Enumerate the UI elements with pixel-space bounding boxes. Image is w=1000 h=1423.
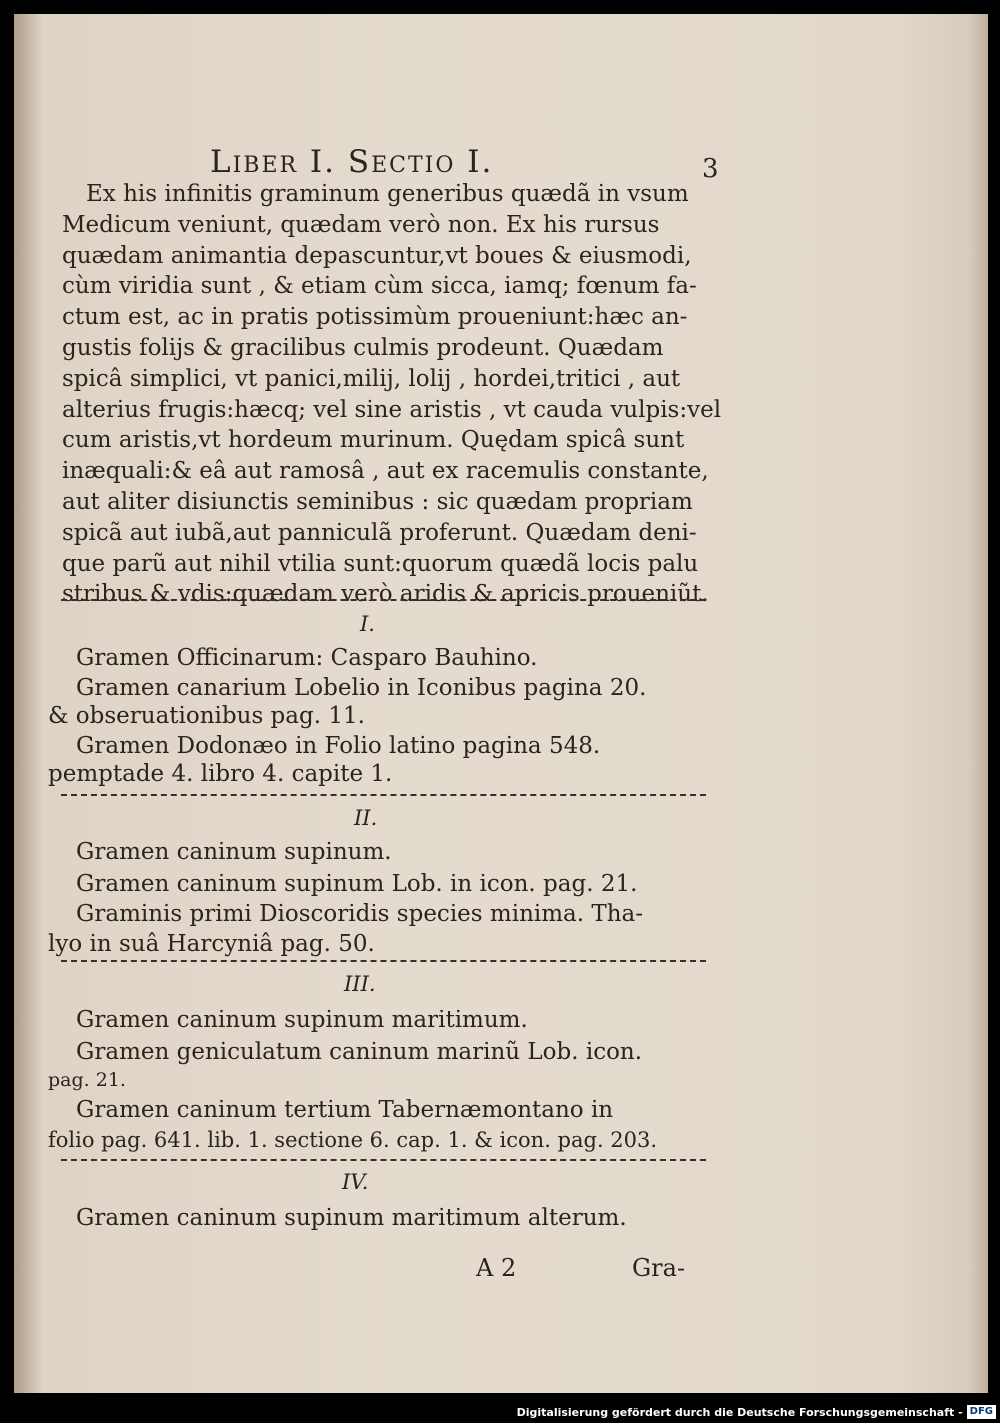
entry-line: Gramen Officinarum: Casparo Bauhino.: [76, 645, 538, 671]
digitization-credit: [517, 1403, 996, 1421]
entry-line: Gramen geniculatum caninum marinũ Lob. icon.: [76, 1039, 643, 1065]
body-paragraph: [62, 179, 722, 610]
page-edge-shadow: [970, 14, 988, 1393]
section-divider: [61, 960, 706, 962]
catchword: Gra-: [632, 1254, 686, 1282]
entry-line: Graminis primi Dioscoridis species minima. Tha-: [76, 901, 644, 927]
body-line: spicâ simplici, vt panici,milij, lolij , hordei,tritici , aut: [62, 365, 681, 392]
signature-mark: A 2: [476, 1254, 517, 1282]
running-title: Liber I. Sectio I.: [210, 144, 494, 180]
entry-line: lyo in suâ Harcyniâ pag. 50.: [48, 931, 375, 957]
section-numeral: II.: [354, 806, 378, 830]
body-line: aut aliter disiunctis seminibus : sic quædam propriam: [62, 488, 693, 515]
body-line: quædam animantia depascuntur,vt boues & eiusmodi,: [62, 242, 692, 269]
body-line: spicã aut iubã,aut panniculã proferunt. Quædam deni-: [62, 519, 697, 546]
entry-line: Gramen canarium Lobelio in Iconibus pagina 20.: [76, 675, 647, 701]
entry-line: Gramen Dodonæo in Folio latino pagina 548.: [76, 733, 601, 759]
entry-line: Gramen caninum supinum Lob. in icon. pag. 21.: [76, 871, 638, 897]
section-divider: [61, 599, 706, 601]
dfg-logo: DFG: [967, 1405, 996, 1419]
entry-line: & obseruationibus pag. 11.: [48, 703, 365, 729]
section-numeral: IV.: [342, 1170, 369, 1194]
entry-line: Gramen caninum tertium Tabernæmontano in: [76, 1097, 614, 1123]
body-line: Medicum veniunt, quædam verò non. Ex his rursus: [62, 211, 660, 238]
section-divider: [61, 794, 706, 796]
body-line: Ex his infinitis graminum generibus quædã in vsum: [86, 181, 689, 207]
page-number: 3: [702, 154, 719, 184]
body-line: cùm viridia sunt , & etiam cùm sicca, iamq; fœnum fa-: [62, 273, 697, 300]
body-line: que parũ aut nihil vtilia sunt:quorum quædã locis palu: [62, 550, 699, 577]
digitization-credit-text: Digitalisierung gefördert durch die Deutsche Forschungsgemeinschaft -: [516, 1405, 963, 1419]
book-page: [14, 14, 988, 1393]
entry-line: pag. 21.: [48, 1069, 126, 1091]
entry-line: Gramen caninum supinum.: [76, 839, 392, 865]
page-gutter-shadow: [14, 14, 42, 1393]
entry-line: Gramen caninum supinum maritimum alterum.: [76, 1205, 627, 1231]
body-line: cum aristis,vt hordeum murinum. Quędam spicâ sunt: [62, 427, 685, 454]
body-line: alterius frugis:hæcq; vel sine aristis , vt cauda vulpis:vel: [62, 396, 722, 423]
entry-line: folio pag. 641. lib. 1. sectione 6. cap. 1. & icon. pag. 203.: [48, 1128, 658, 1152]
body-line: gustis folijs & gracilibus culmis prodeunt. Quædam: [62, 334, 664, 361]
section-divider: [61, 1159, 706, 1161]
body-line: inæquali:& eâ aut ramosâ , aut ex racemulis constante,: [62, 458, 709, 485]
entry-line: Gramen caninum supinum maritimum.: [76, 1007, 528, 1033]
body-line: ctum est, ac in pratis potissimùm proueniunt:hæc an-: [62, 304, 688, 331]
entry-line: pemptade 4. libro 4. capite 1.: [48, 761, 393, 787]
section-numeral: III.: [344, 972, 376, 996]
body-line: stribus & vdis:quædam verò aridis & apricis proueniũt.: [62, 581, 709, 608]
section-numeral: I.: [360, 612, 375, 636]
